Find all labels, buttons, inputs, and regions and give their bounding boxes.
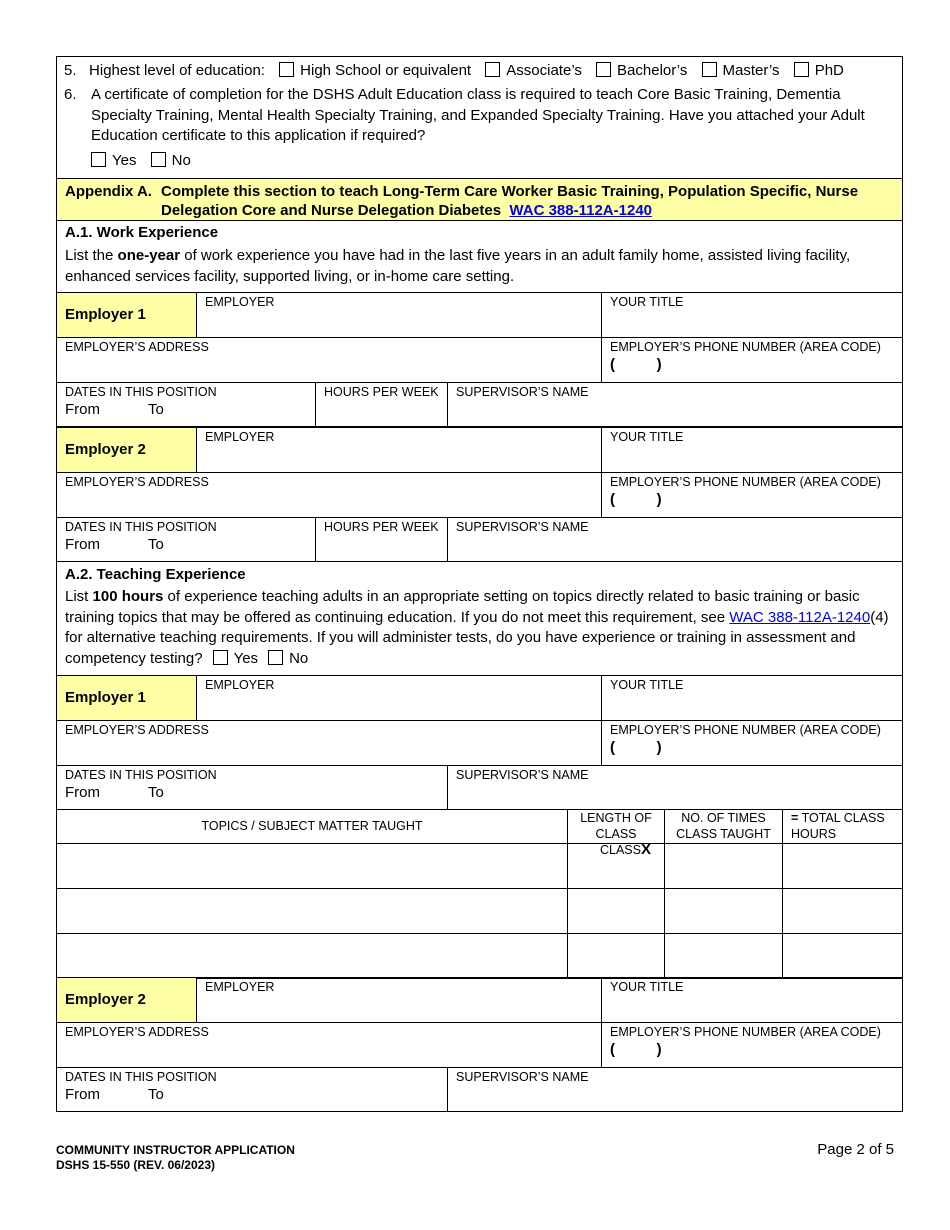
field-label: HOURS PER WEEK [324,385,439,399]
employer-address-field[interactable] [56,720,602,766]
area-code-parens: ( ) [610,356,662,373]
area-code-parens: ( ) [610,1041,662,1058]
area-code-parens: ( ) [610,491,662,508]
dates-field[interactable] [56,517,316,562]
appendix-text: Complete this section to teach Long-Term Care Worker Basic Training, Population Specific, Nurse Delegation Core and Nurse Delegation Diabetes [161,183,859,219]
form-title: COMMUNITY INSTRUCTOR APPLICATION [56,1143,295,1157]
certificate-options [81,151,191,172]
employer-label-cell[interactable] [56,977,197,1023]
employer-phone-field[interactable] [601,337,903,383]
hours-per-week-field[interactable] [315,517,448,562]
dates-field[interactable] [56,382,316,427]
topics-header[interactable] [56,809,568,844]
field-label: HOURS PER WEEK [324,520,439,534]
supervisor-name-field[interactable] [447,517,903,562]
employer-number: Employer 2 [65,991,146,1008]
hours-per-week-field[interactable] [315,382,448,427]
field-label: DATES IN THIS POSITION [65,520,217,534]
column-header: NO. OF TIMES CLASS TAUGHT [676,811,771,841]
topic-input[interactable] [56,933,568,979]
employer-address-field[interactable] [56,472,602,518]
dates-field[interactable] [56,1067,448,1112]
checkbox-phd[interactable] [794,62,809,77]
footer [56,1143,295,1173]
employer-field[interactable] [196,977,602,1023]
column-header: LENGTH OF CLASS CLASSX [580,811,652,858]
teaching-experience-section [56,561,903,676]
field-label: EMPLOYER [205,430,275,444]
wac-link[interactable]: WAC 388-112A-1240 [729,608,871,626]
field-label: YOUR TITLE [610,980,684,994]
work-experience-section [56,220,903,293]
your-title-field[interactable] [601,977,903,1023]
wac-link[interactable]: WAC 388-112A-1240 [509,202,653,219]
supervisor-name-field[interactable] [447,1067,903,1112]
option-label: Associate’s [506,62,582,79]
field-label: EMPLOYER’S ADDRESS [65,340,209,354]
field-label: EMPLOYER’S PHONE NUMBER (AREA CODE) [610,340,881,354]
total-hours-input[interactable] [782,933,903,979]
employer-number: Employer 2 [65,441,146,458]
form-number: DSHS 15-550 (REV. 06/2023) [56,1158,215,1172]
field-label: SUPERVISOR’S NAME [456,768,589,782]
questions-section [56,56,903,179]
education-label: Highest level of education: [89,62,265,79]
field-label: EMPLOYER’S PHONE NUMBER (AREA CODE) [610,1025,881,1039]
question-number: 5. [64,62,77,79]
field-label: EMPLOYER [205,678,275,692]
checkbox-high-school[interactable] [279,62,294,77]
times-header[interactable] [664,809,783,844]
field-label: YOUR TITLE [610,678,684,692]
field-label: EMPLOYER’S PHONE NUMBER (AREA CODE) [610,723,881,737]
total-hours-input[interactable] [782,843,903,889]
employer-phone-field[interactable] [601,720,903,766]
total-header[interactable] [782,809,903,844]
option-label: No [171,152,191,169]
education-question [64,61,844,82]
section-heading: A.2. Teaching Experience [65,566,246,583]
length-input[interactable] [567,843,665,889]
appendix-header [56,178,903,221]
checkbox-yes[interactable] [213,650,228,665]
employer-label-cell[interactable] [56,292,197,338]
field-label: DATES IN THIS POSITION [65,1070,217,1084]
topic-input[interactable] [56,843,568,889]
employer-field[interactable] [196,427,602,473]
field-label: SUPERVISOR’S NAME [456,520,589,534]
option-label: Bachelor’s [617,62,688,79]
field-label: EMPLOYER’S ADDRESS [65,723,209,737]
employer-number: Employer 1 [65,306,146,323]
option-label: High School or equivalent [300,62,472,79]
length-input[interactable] [567,888,665,934]
topic-input[interactable] [56,888,568,934]
option-label: Master’s [722,62,780,79]
section-heading: A.1. Work Experience [65,224,219,241]
employer-phone-field[interactable] [601,1022,903,1068]
date-range: From To [65,1086,164,1103]
field-label: SUPERVISOR’S NAME [456,385,589,399]
option-label: PhD [814,62,844,79]
column-header: = TOTAL CLASS HOURS [791,811,885,841]
employer-phone-field[interactable] [601,472,903,518]
appendix-title: Appendix A. [65,183,152,200]
date-range: From To [65,401,164,418]
field-label: YOUR TITLE [610,430,684,444]
checkbox-associates[interactable] [485,62,500,77]
employer-address-field[interactable] [56,337,602,383]
employer-address-field[interactable] [56,1022,602,1068]
your-title-field[interactable] [601,427,903,473]
checkbox-yes[interactable] [91,152,106,167]
length-input[interactable] [567,933,665,979]
length-header[interactable] [567,809,665,858]
employer-field[interactable] [196,292,602,338]
supervisor-name-field[interactable] [447,765,903,810]
section-intro: List 100 hours of experience teaching adults in an appropriate setting on topics directly related to basic training or basic training topics that may be offered as continuing education. If you do not meet this requirement, see WAC 388-112A-1240(4) for alternative teaching requirements. If you will administer tests, do you have experience or training in assessment and competency testing? Yes No [65,588,889,667]
field-label: DATES IN THIS POSITION [65,768,217,782]
certificate-question: A certificate of completion for the DSHS Adult Education class is required to teach Core Basic Training, Dementia Specialty Training, Mental Health Specialty Training, and Expanded Specialty Training. Have you attached your Adult Education certificate to this application if required? [91,86,865,144]
checkbox-bachelors[interactable] [596,62,611,77]
field-label: SUPERVISOR’S NAME [456,1070,589,1084]
field-label: EMPLOYER [205,980,275,994]
section-intro: List the one-year of work experience you have had in the last five years in an adult family home, assisted living facility, enhanced services facility, supported living, or in-home care setting. [65,247,851,285]
your-title-field[interactable] [601,675,903,721]
option-label: Yes [112,152,137,169]
date-range: From To [65,536,164,553]
your-title-field[interactable] [601,292,903,338]
page-number: Page 2 of 5 [817,1141,894,1158]
field-label: EMPLOYER’S PHONE NUMBER (AREA CODE) [610,475,881,489]
dates-field[interactable] [56,765,448,810]
times-input[interactable] [664,843,783,889]
employer-number: Employer 1 [65,689,146,706]
checkbox-masters[interactable] [702,62,717,77]
field-label: EMPLOYER [205,295,275,309]
field-label: EMPLOYER’S ADDRESS [65,475,209,489]
field-label: YOUR TITLE [610,295,684,309]
times-input[interactable] [664,888,783,934]
area-code-parens: ( ) [610,739,662,756]
checkbox-no[interactable] [268,650,283,665]
times-input[interactable] [664,933,783,979]
date-range: From To [65,784,164,801]
employer-label-cell[interactable] [56,427,197,473]
column-header: TOPICS / SUBJECT MATTER TAUGHT [201,819,423,833]
employer-label-cell[interactable] [56,675,197,721]
field-label: DATES IN THIS POSITION [65,385,217,399]
total-hours-input[interactable] [782,888,903,934]
checkbox-no[interactable] [151,152,166,167]
field-label: EMPLOYER’S ADDRESS [65,1025,209,1039]
question-number: 6. [64,86,77,103]
supervisor-name-field[interactable] [447,382,903,427]
employer-field[interactable] [196,675,602,721]
